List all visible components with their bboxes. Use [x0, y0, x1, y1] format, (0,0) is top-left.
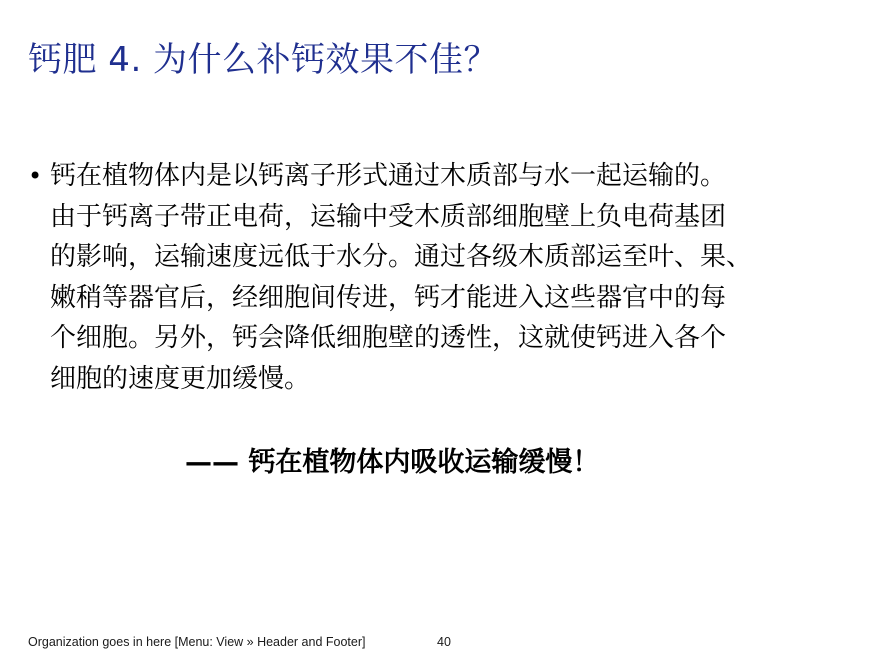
footer-page-number: 40	[437, 635, 451, 649]
bullet-text	[50, 156, 870, 399]
bullet-line: 细胞的速度更加缓慢。	[50, 363, 311, 394]
footer-organization: Organization goes in here [Menu: View » Header and Footer]	[28, 635, 366, 649]
bullet-line: 钙在植物体内是以钙离子形式通过木质部与水一起运输的。	[50, 161, 727, 191]
bullet-line: 个细胞。另外，钙会降低细胞壁的透性，这就使钙进入各个	[50, 323, 727, 353]
conclusion-text: —— 钙在植物体内吸收运输缓慢！	[185, 447, 600, 478]
bullet-line: 的影响，运输速度远低于水分。通过各级木质部运至叶、果、	[50, 242, 753, 272]
bullet-line: 由于钙离子带正电荷，运输中受木质部细胞壁上负电荷基团	[50, 201, 727, 232]
bullet-line: 嫩稍等器官后，经细胞间传进，钙才能进入这些器官中的每	[50, 282, 727, 313]
bullet-item	[28, 156, 870, 399]
bullet-marker: •	[28, 162, 43, 190]
slide-title: 钙肥 4. 为什么补钙效果不佳？	[28, 40, 499, 80]
